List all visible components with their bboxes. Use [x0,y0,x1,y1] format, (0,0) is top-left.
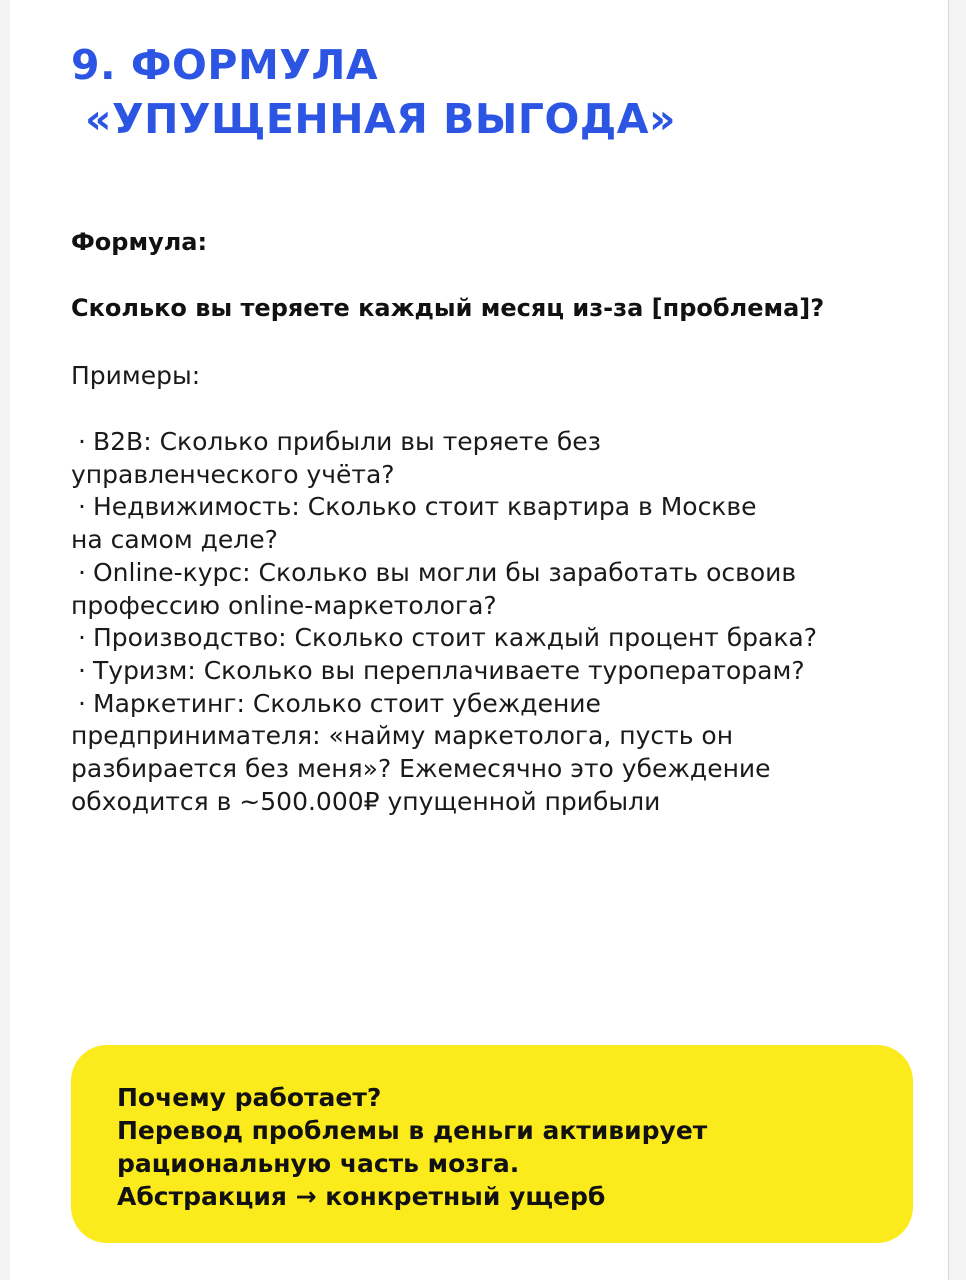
callout-line: Перевод проблемы в деньги активирует [117,1116,708,1145]
document-page [10,0,948,1280]
example-text-continued: профессию online-маркетолога? [71,590,497,620]
examples-label: Примеры: [71,361,201,390]
list-item [71,491,901,556]
example-text-continued: предпринимателя: «найму маркетолога, пусть он [71,721,734,751]
list-item [71,557,901,622]
examples-list [71,426,901,818]
why-it-works-callout [71,1045,913,1243]
example-text: Online-курс: Сколько вы могли бы заработать освоив [93,557,797,587]
list-item [71,622,901,655]
callout-line: Абстракция → конкретный ущерб [117,1182,606,1211]
bullet-icon: · [78,623,86,653]
page-title [71,38,676,146]
callout-line: рациональную часть мозга. [117,1149,520,1178]
formula-label: Формула: [71,228,208,256]
list-item [71,655,901,688]
page-edge-divider [948,0,949,1280]
example-text: Производство: Сколько стоит каждый процент брака? [93,623,818,653]
example-text: Туризм: Сколько вы переплачиваете туроператорам? [93,655,805,685]
callout-text [117,1081,707,1213]
bullet-icon: · [78,427,86,456]
bullet-icon: · [78,557,86,587]
bullet-icon: · [78,492,86,522]
example-text: Недвижимость: Сколько стоит квартира в Москве [93,492,757,522]
bullet-icon: · [78,655,86,685]
bullet-icon: · [78,688,86,718]
callout-question: Почему работает? [117,1083,382,1112]
title-line-2: «УПУЩЕННАЯ ВЫГОДА» [85,95,677,143]
title-line-1: 9. ФОРМУЛА [71,41,379,89]
example-text: Маркетинг: Сколько стоит убеждение [93,688,601,718]
example-text-continued: разбирается без меня»? Ежемесячно это убеждение [71,754,771,784]
example-text: B2B: Сколько прибыли вы теряете без [93,427,601,456]
example-text-continued: обходится в ~500.000₽ упущенной прибыли [71,786,661,816]
list-item [71,688,901,819]
list-item [71,426,901,491]
example-text-continued: управленческого учёта? [71,459,395,489]
formula-text: Сколько вы теряете каждый месяц из-за [проблема]? [71,294,825,322]
example-text-continued: на самом деле? [71,525,278,555]
